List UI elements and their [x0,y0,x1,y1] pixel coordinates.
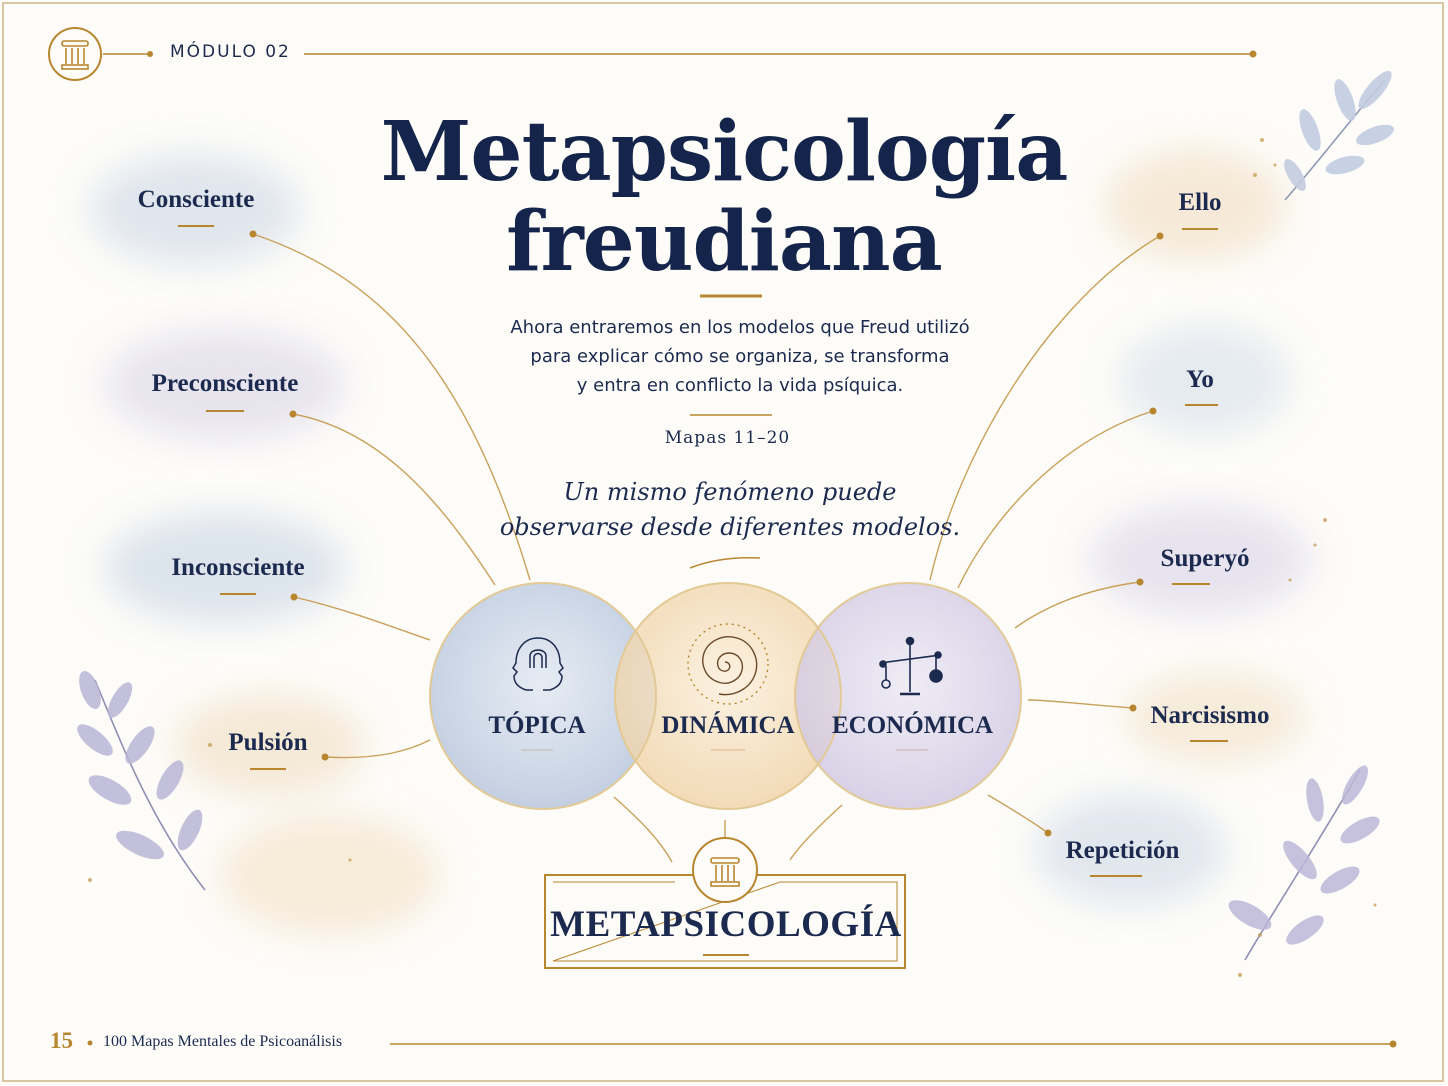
concept-yo: Yo [1186,366,1214,393]
concept-consciente: Consciente [137,186,255,213]
concept-inconsciente: Inconsciente [171,554,305,581]
center-label: METAPSICOLOGÍA [550,904,902,945]
intro-line: y entra en conflicto la vida psíquica. [576,375,904,396]
leaf-branch-left-icon [72,668,207,890]
maps-range: Mapas 11–20 [664,428,791,448]
book-title: 100 Mapas Mentales de Psicoanálisis [103,1033,343,1050]
concept-preconsciente: Preconsciente [151,370,299,397]
leaf-branch-bottom-right-icon [1224,762,1383,960]
concept-superyo: Superyó [1160,545,1250,572]
quote-line1: Un mismo fenómeno puede [563,478,897,506]
circle-label-topica: TÓPICA [488,712,586,739]
module-label: MÓDULO 02 [170,42,291,62]
page-number: 15 [50,1028,73,1053]
concept-ello: Ello [1178,189,1222,216]
concept-narcisismo: Narcisismo [1150,702,1270,729]
page-title-line2: freudiana [506,194,942,290]
quote-line2: observarse desde diferentes modelos. [499,513,961,541]
concept-repeticion: Repetición [1065,837,1180,864]
circle-label-economica: ECONÓMICA [832,712,994,739]
page-title-line1: Metapsicología [380,104,1068,200]
concept-pulsion: Pulsión [228,729,308,756]
circle-label-dinamica: DINÁMICA [661,712,795,739]
venn-circles [430,583,1021,809]
circle-economica [795,583,1021,809]
intro-line: Ahora entraremos en los modelos que Freud utilizó [510,317,970,338]
intro-text [400,313,1080,400]
intro-line: para explicar cómo se organiza, se transforma [530,346,950,367]
column-icon [49,28,101,80]
